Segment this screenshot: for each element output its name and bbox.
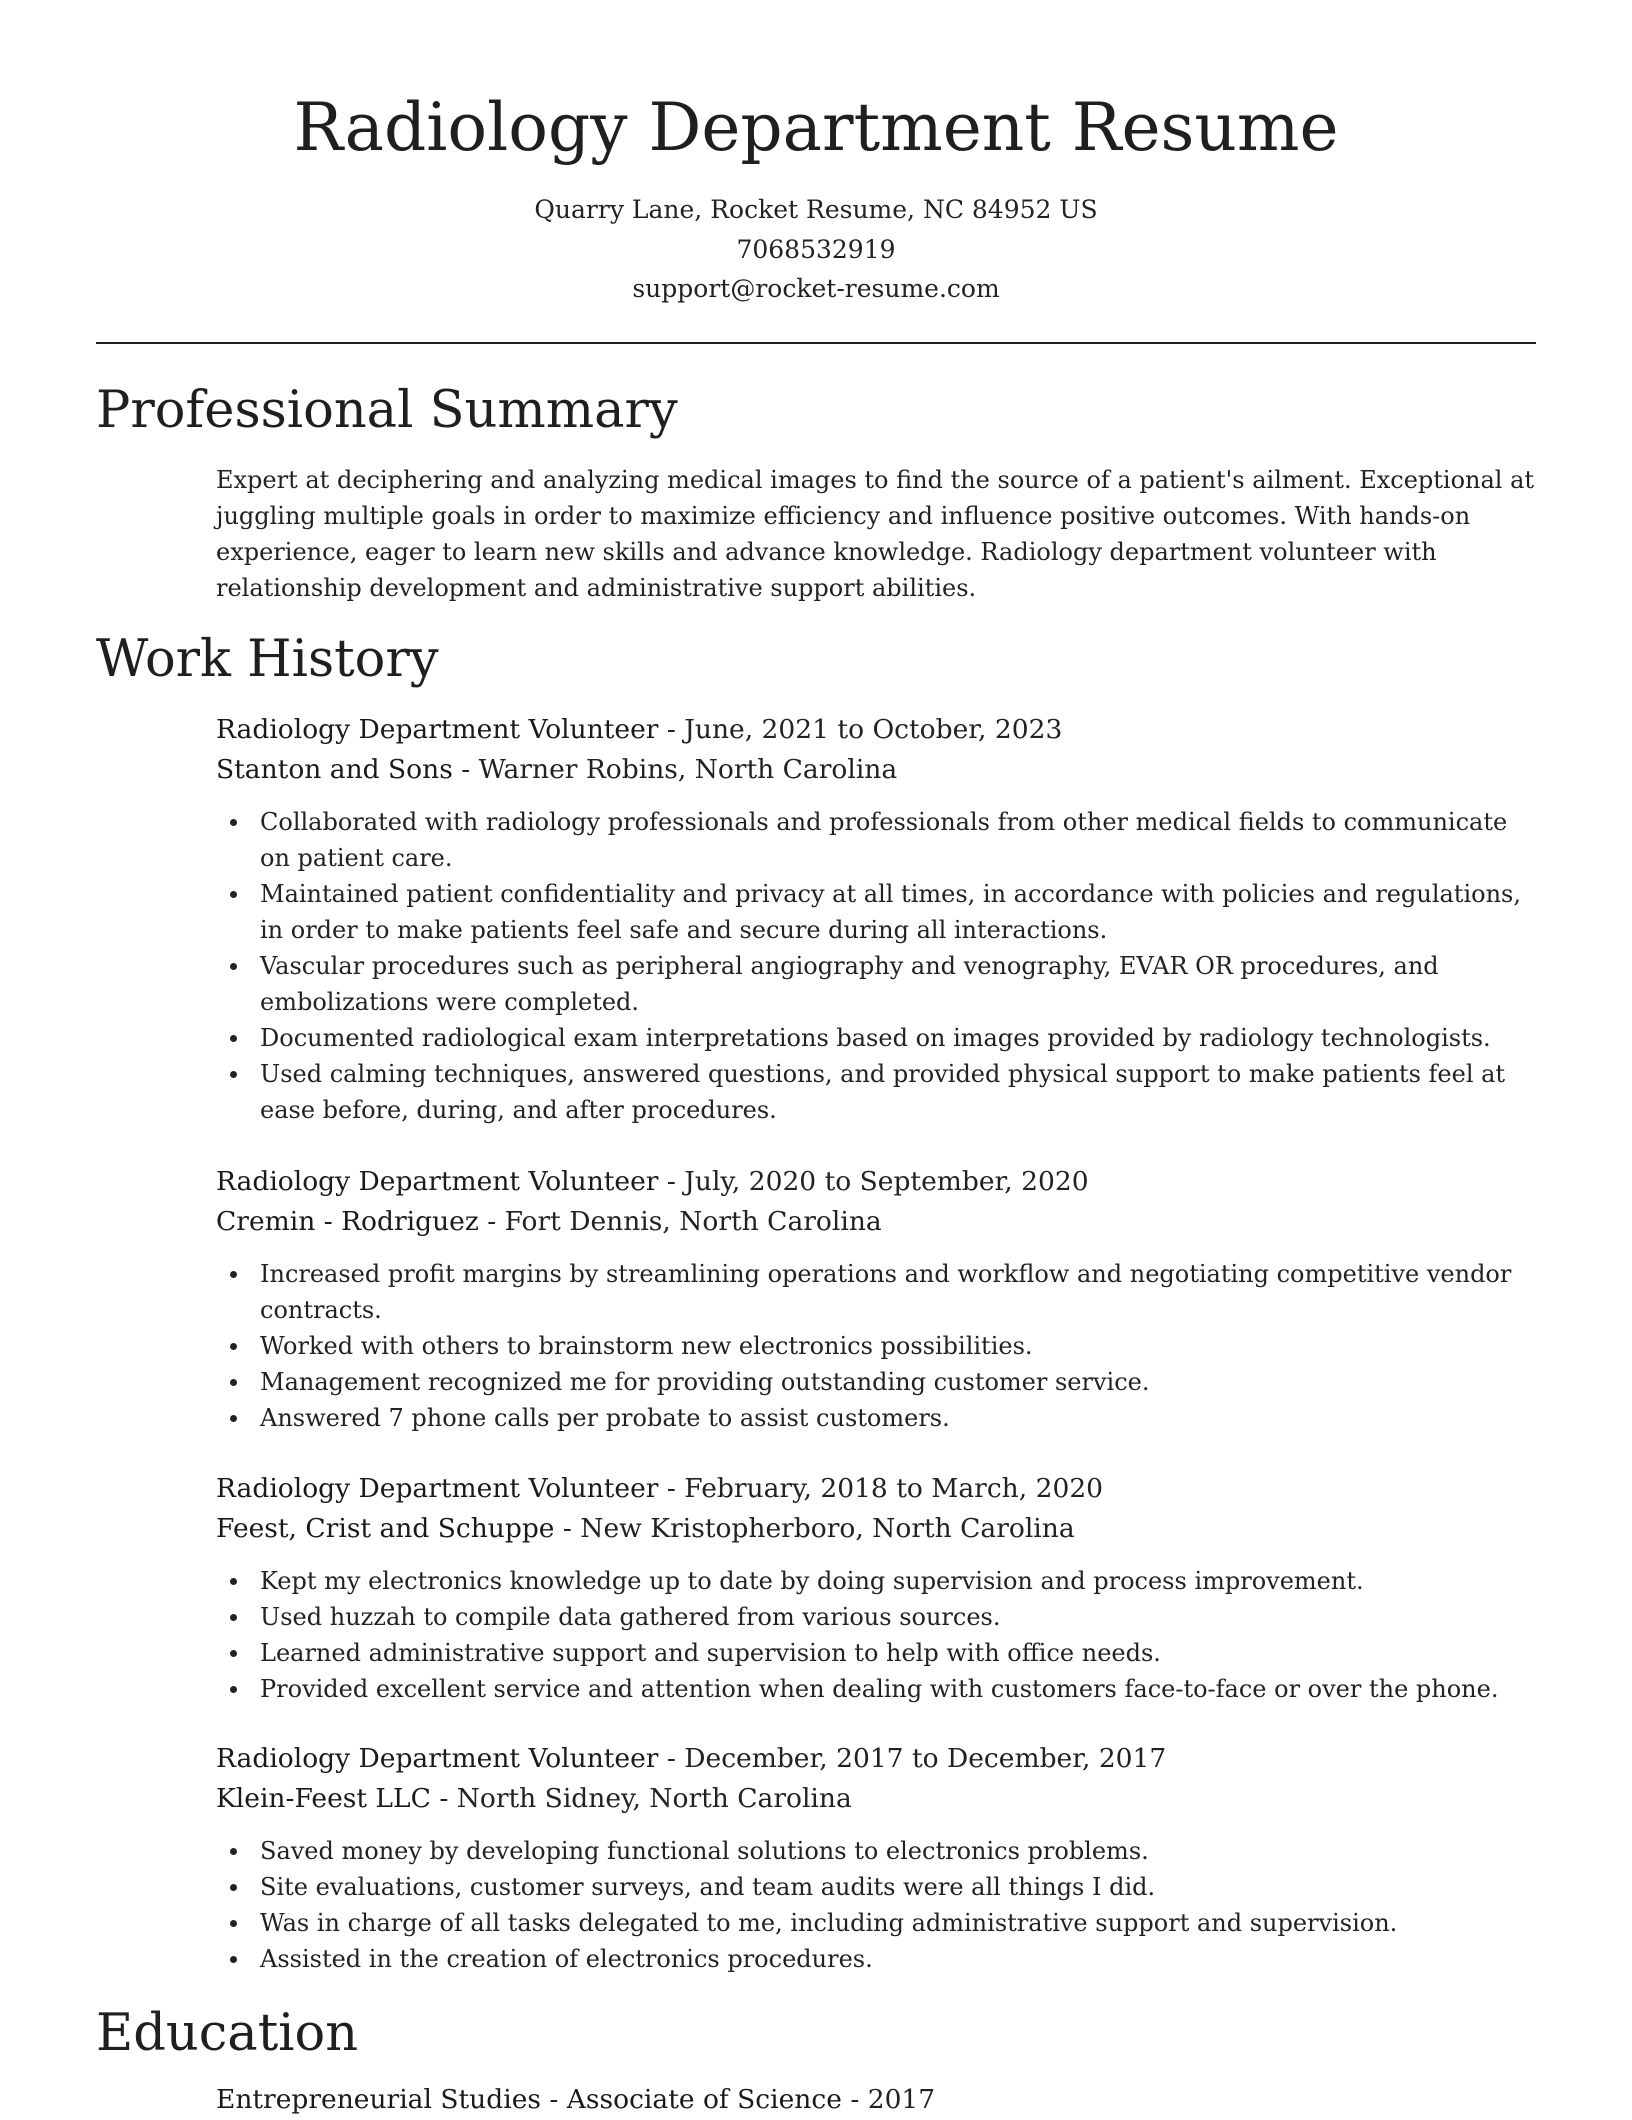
- education-degree: Associate of Science: [566, 2084, 842, 2115]
- job-title: Radiology Department Volunteer: [216, 1743, 659, 1774]
- job-company: Klein-Feest LLC: [216, 1783, 431, 1814]
- job-bullet: Documented radiological exam interpretations based on images provided by radiology technologists.: [216, 1020, 1536, 1056]
- job-title-line: Radiology Department Volunteer - December, 2017 to December, 2017: [216, 1743, 1167, 1774]
- job-location: New Kristopherboro, North Carolina: [580, 1513, 1075, 1544]
- job-bullets: [216, 1256, 1536, 1436]
- job-company-line: Feest, Crist and Schuppe - New Kristopherboro, North Carolina: [216, 1513, 1075, 1544]
- contact-address: Quarry Lane, Rocket Resume, NC 84952 US: [534, 195, 1098, 224]
- job-company: Cremin - Rodriguez: [216, 1206, 479, 1237]
- job-location: North Sidney, North Carolina: [456, 1783, 852, 1814]
- work-history-heading: Work History: [96, 630, 439, 689]
- job-title-line: Radiology Department Volunteer - February, 2018 to March, 2020: [216, 1473, 1104, 1504]
- job-bullet: Vascular procedures such as peripheral angiography and venography, EVAR OR procedures, and embolizations were completed.: [216, 948, 1536, 1020]
- job-bullet: Saved money by developing functional solutions to electronics problems.: [216, 1833, 1536, 1869]
- job-bullet: Kept my electronics knowledge up to date by doing supervision and process improvement.: [216, 1563, 1536, 1599]
- job-bullet: Management recognized me for providing outstanding customer service.: [216, 1364, 1536, 1400]
- job-bullet: Increased profit margins by streamlining operations and workflow and negotiating competitive vendor contracts.: [216, 1256, 1536, 1328]
- job-bullet: Maintained patient confidentiality and privacy at all times, in accordance with policies and regulations, in order to make patients feel safe and secure during all interactions.: [216, 876, 1536, 948]
- job-location: Warner Robins, North Carolina: [478, 754, 898, 785]
- resume-title: Radiology Department Resume: [293, 89, 1339, 166]
- job-bullet: Was in charge of all tasks delegated to me, including administrative support and supervision.: [216, 1905, 1536, 1941]
- job-dates: July, 2020 to September, 2020: [684, 1166, 1089, 1197]
- job-title: Radiology Department Volunteer: [216, 1473, 659, 1504]
- job-dates: June, 2021 to October, 2023: [684, 714, 1063, 745]
- job-bullet: Assisted in the creation of electronics procedures.: [216, 1941, 1536, 1977]
- education-field: Entrepreneurial Studies: [216, 2084, 541, 2115]
- job-company-line: Stanton and Sons - Warner Robins, North Carolina: [216, 754, 898, 785]
- education-entry: Entrepreneurial Studies - Associate of Science - 2017: [216, 2084, 936, 2115]
- job-bullet: Worked with others to brainstorm new electronics possibilities.: [216, 1328, 1536, 1364]
- job-bullet: Learned administrative support and supervision to help with office needs.: [216, 1635, 1536, 1671]
- job-title: Radiology Department Volunteer: [216, 1166, 659, 1197]
- job-bullet: Provided excellent service and attention when dealing with customers face-to-face or over the phone.: [216, 1671, 1536, 1707]
- job-location: Fort Dennis, North Carolina: [504, 1206, 882, 1237]
- summary-text: Expert at deciphering and analyzing medical images to find the source of a patient's ailment. Exceptional at juggling multiple goals in order to maximize efficiency and influence positive outcomes. With hands-on experience, eager to learn new skills and advance knowledge. Radiology department volunteer with relationship development and administrative support abilities.: [216, 466, 1535, 602]
- job-company-line: Klein-Feest LLC - North Sidney, North Carolina: [216, 1783, 852, 1814]
- job-company-line: Cremin - Rodriguez - Fort Dennis, North Carolina: [216, 1206, 882, 1237]
- job-bullet: Used huzzah to compile data gathered from various sources.: [216, 1599, 1536, 1635]
- job-bullet: Site evaluations, customer surveys, and team audits were all things I did.: [216, 1869, 1536, 1905]
- job-dates: December, 2017 to December, 2017: [684, 1743, 1167, 1774]
- contact-phone: 7068532919: [736, 234, 896, 264]
- education-year: 2017: [867, 2084, 936, 2115]
- job-title: Radiology Department Volunteer: [216, 714, 659, 745]
- contact-email: support@rocket-resume.com: [632, 274, 1000, 303]
- job-bullet: Collaborated with radiology professionals and professionals from other medical fields to communicate on patient care.: [216, 804, 1536, 876]
- summary-heading: Professional Summary: [96, 381, 678, 440]
- job-bullet: Used calming techniques, answered questions, and provided physical support to make patients feel at ease before, during, and after procedures.: [216, 1056, 1536, 1128]
- job-title-line: Radiology Department Volunteer - June, 2021 to October, 2023: [216, 714, 1063, 745]
- job-bullets: [216, 1833, 1536, 1977]
- job-title-line: Radiology Department Volunteer - July, 2020 to September, 2020: [216, 1166, 1089, 1197]
- header-divider: [96, 342, 1536, 344]
- job-bullets: [216, 804, 1536, 1128]
- job-dates: February, 2018 to March, 2020: [684, 1473, 1104, 1504]
- job-company: Feest, Crist and Schuppe: [216, 1513, 555, 1544]
- job-company: Stanton and Sons: [216, 754, 453, 785]
- education-heading: Education: [96, 2004, 359, 2063]
- job-bullet: Answered 7 phone calls per probate to assist customers.: [216, 1400, 1536, 1436]
- contact-block: [0, 190, 1632, 309]
- job-bullets: [216, 1563, 1536, 1707]
